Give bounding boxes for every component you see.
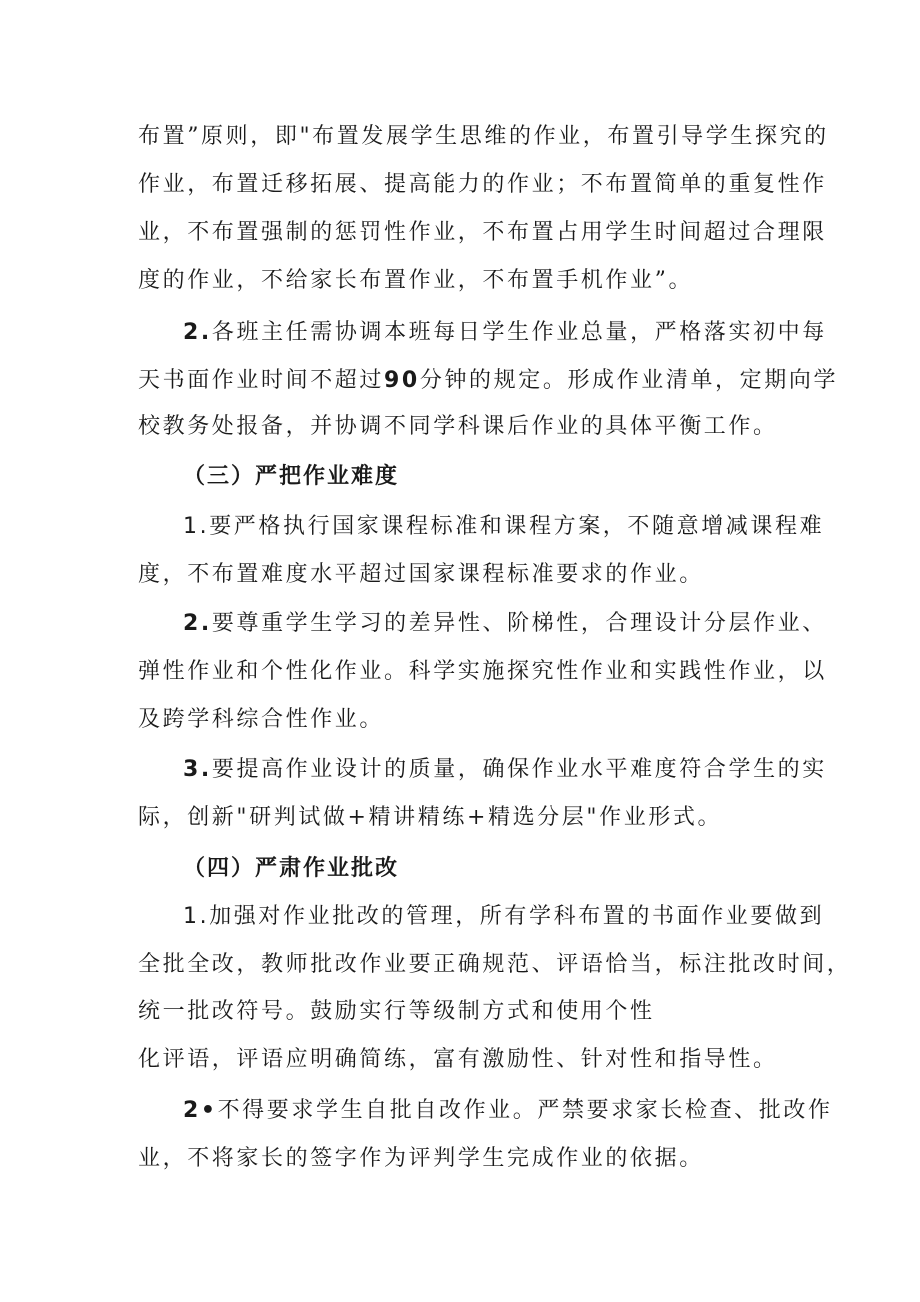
paragraph-line: 际，创新"研判试做+精讲精练+精选分层"作业形式。: [138, 805, 723, 830]
line-text: 天书面作业时间不超过: [138, 368, 385, 393]
section-heading-3: （三）严把作业难度: [183, 463, 400, 489]
paragraph-line: 业，不将家长的签字作为评判学生完成作业的依据。: [138, 1146, 704, 1171]
item-number: 3.: [183, 757, 212, 782]
paragraph-line: 度的作业，不给家长布置作业，不布置手机作业”。: [138, 268, 694, 293]
paragraph-line: [138, 366, 838, 396]
paragraph-line: 弹性作业和个性化作业。科学实施探究性作业和实践性作业，以: [138, 659, 827, 684]
paragraph-line: 化评语，评语应明确简练，富有激励性、针对性和指导性。: [138, 1047, 778, 1072]
paragraph-line: [183, 902, 824, 932]
line-text: 不得要求学生自批自改作业。严禁要求家长检查、批改作: [217, 1098, 833, 1123]
line-text: 加强对作业批改的管理，所有学科布置的书面作业要做到: [209, 904, 825, 929]
item-number: 1.: [183, 904, 210, 929]
paragraph-line: 统一批改符号。鼓励实行等级制方式和使用个性: [138, 999, 655, 1024]
paragraph-line: [183, 609, 827, 639]
inline-number: 90: [384, 368, 420, 393]
paragraph-line: 校教务处报备，并协调不同学科课后作业的具体平衡工作。: [138, 414, 778, 439]
paragraph-line: [183, 1096, 833, 1126]
paragraph-line: 及跨学科综合性作业。: [138, 707, 385, 732]
line-text: 要尊重学生学习的差异性、阶梯性，合理设计分层作业、: [211, 611, 827, 636]
paragraph-line: [183, 755, 827, 785]
section-heading-4: （四）严肃作业批改: [183, 855, 400, 881]
paragraph-line: 业，不布置强制的惩罚性作业，不布置占用学生时间超过合理限: [138, 220, 827, 245]
item-number: 1.: [183, 514, 210, 539]
paragraph-line: 全批全改，教师批改作业要正确规范、评语恰当，标注批改时间，: [138, 952, 852, 977]
line-text: 要提高作业设计的质量，确保作业水平难度符合学生的实: [211, 757, 827, 782]
paragraph-line: 布置”原则，即"布置发展学生思维的作业，布置引导学生探究的: [138, 124, 829, 149]
paragraph-line: 度，不布置难度水平超过国家课程标准要求的作业。: [138, 562, 704, 587]
item-number: 2.: [183, 320, 212, 345]
line-text: 分钟的规定。形成作业清单，定期向学: [419, 368, 839, 393]
item-number: 2.: [183, 611, 212, 636]
paragraph-line: 作业，布置迁移拓展、提高能力的作业；不布置简单的重复性作: [138, 172, 827, 197]
item-number: 2•: [183, 1098, 218, 1123]
line-text: 要严格执行国家课程标准和课程方案，不随意增减课程难: [209, 514, 825, 539]
paragraph-line: [183, 318, 827, 348]
paragraph-line: [183, 512, 824, 542]
line-text: 各班主任需协调本班每日学生作业总量，严格落实初中每: [211, 320, 827, 345]
